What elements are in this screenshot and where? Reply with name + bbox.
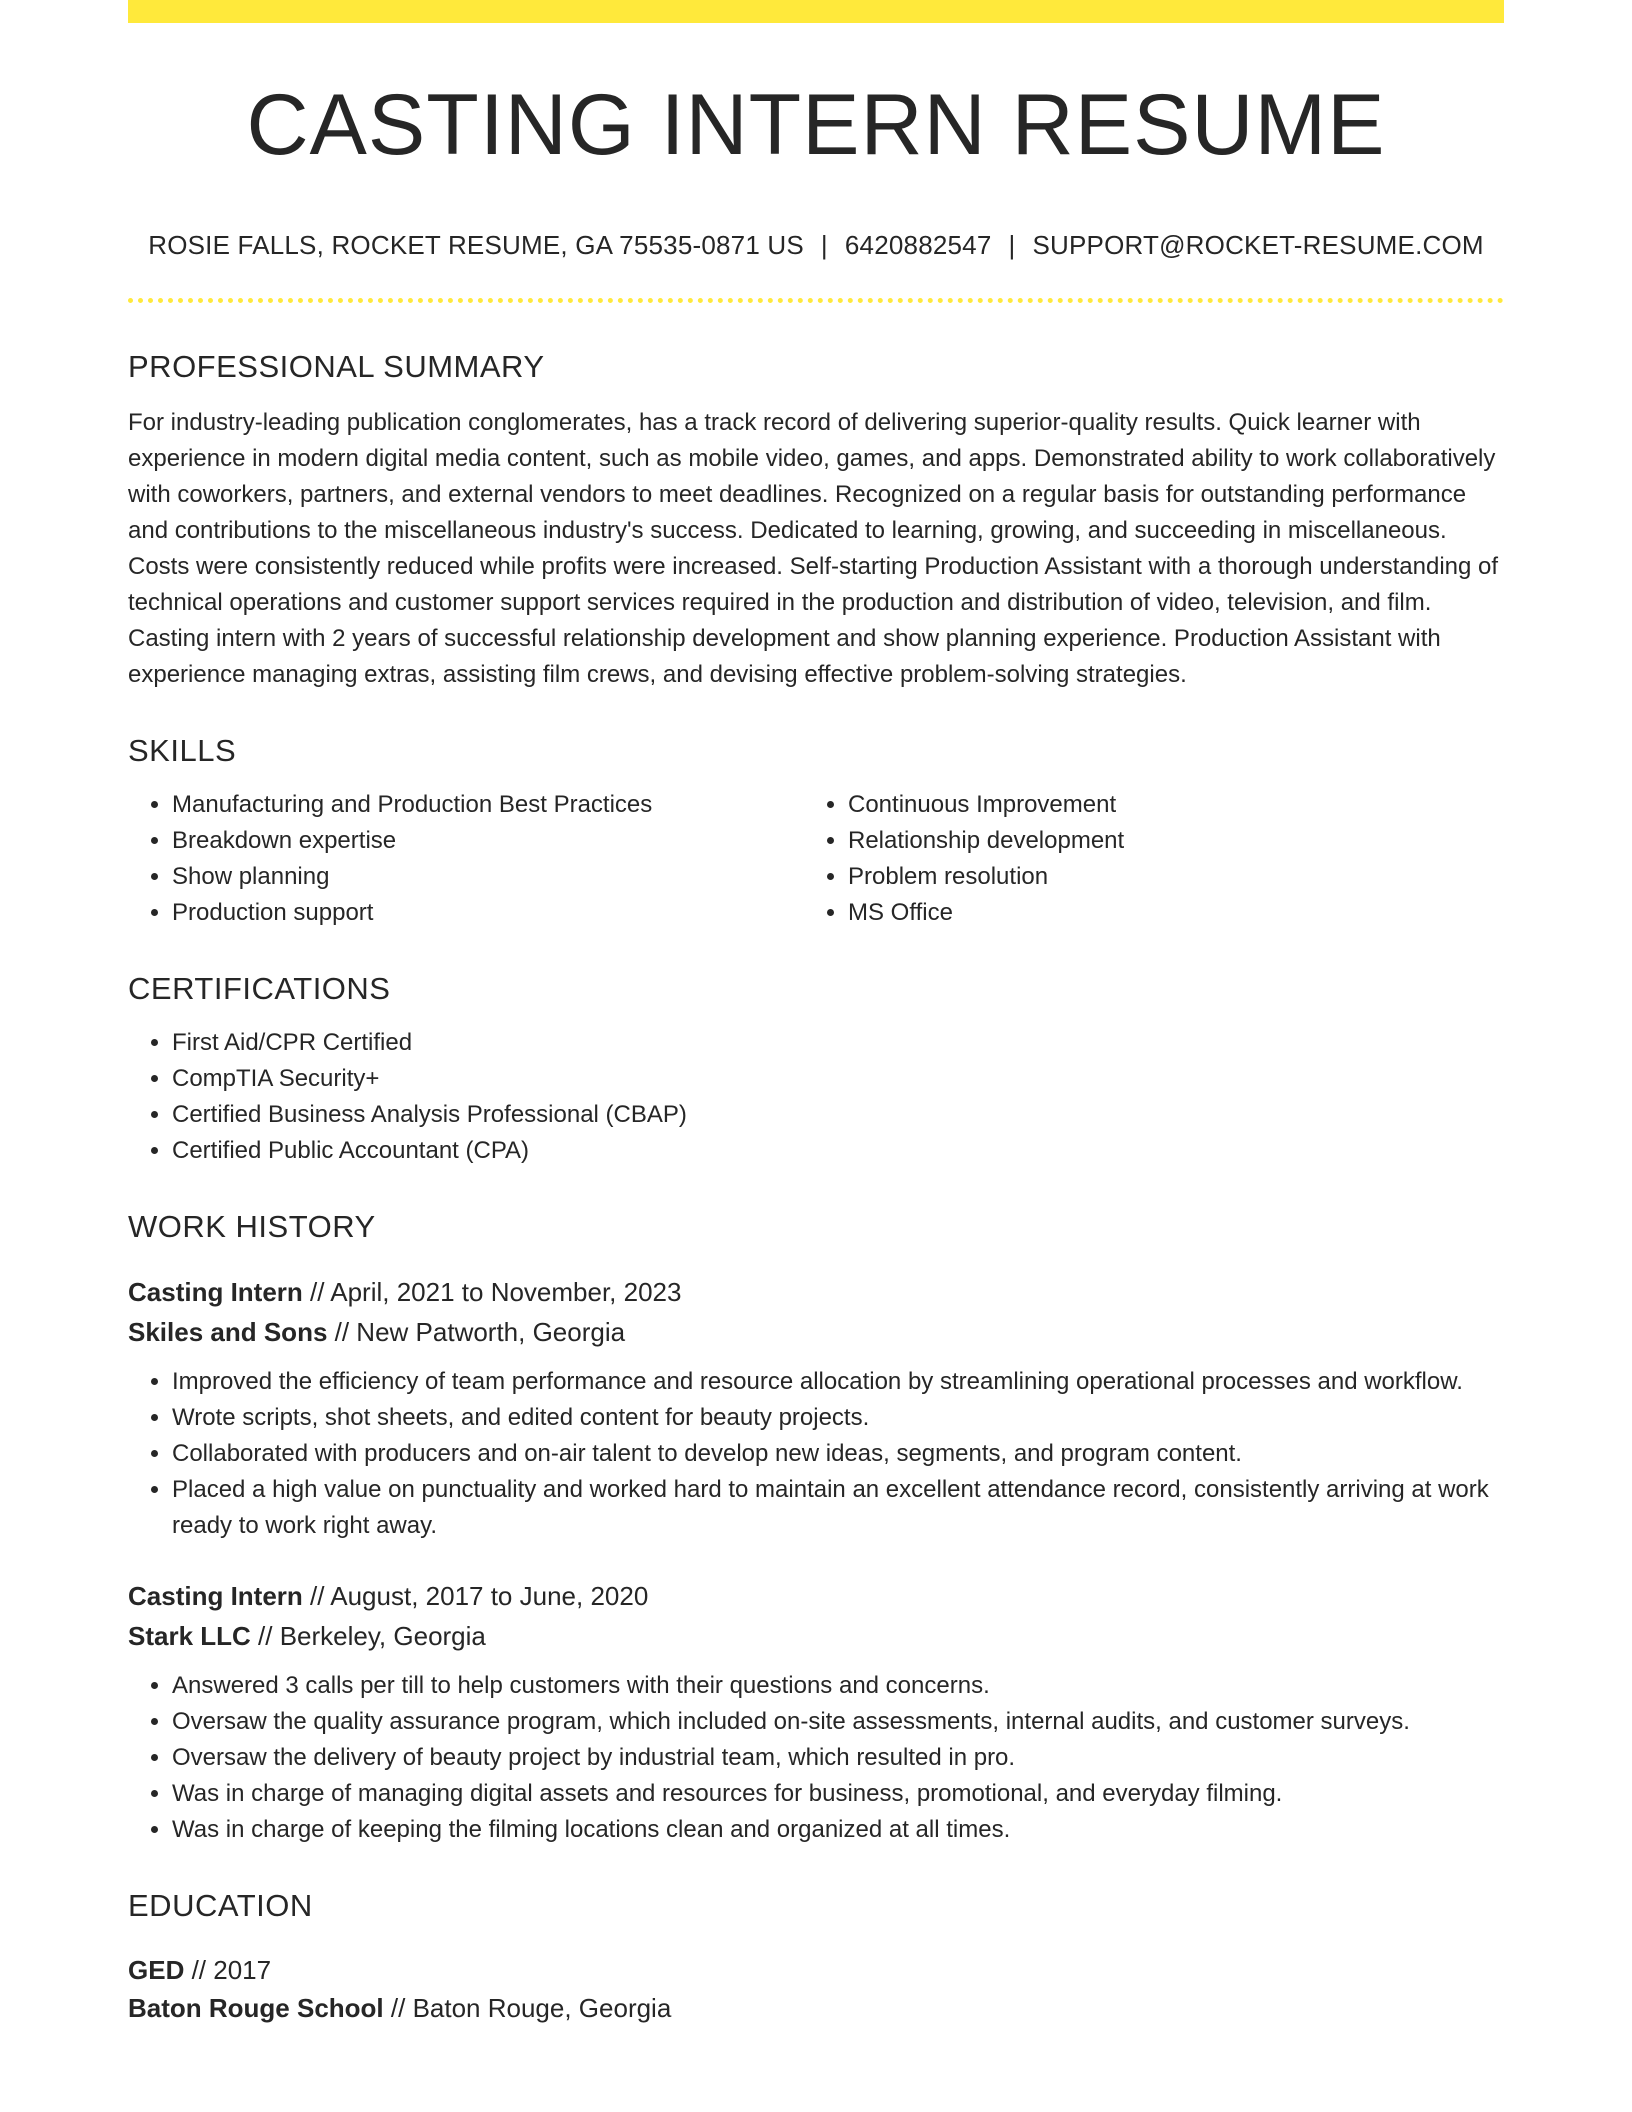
skills-left-list — [128, 787, 804, 931]
education-school-line — [128, 1989, 1504, 2027]
certification-item: • First Aid/CPR Certified — [172, 1025, 1504, 1061]
skill-item: • MS Office — [848, 895, 1480, 931]
education-location: // Baton Rouge, Georgia — [383, 1993, 672, 2023]
skill-item: • Continuous Improvement — [848, 787, 1480, 823]
job-company-line — [128, 1616, 1504, 1656]
job-entry — [128, 1576, 1504, 1848]
job-bullets — [128, 1668, 1504, 1848]
skills-right-list — [804, 787, 1480, 931]
job-bullets — [128, 1364, 1504, 1544]
accent-top-bar — [128, 0, 1504, 23]
summary-text: For industry-leading publication conglomerates, has a track record of delivering superior-quality results. Quick learner with experience in modern digital media content, such as mobile video, games, and apps. Demonstrated ability to work collaboratively with coworkers, partners, and external vendors to meet deadlines. Recognized on a regular basis for outstanding performance and contributions to the miscellaneous industry's success. Dedicated to learning, growing, and succeeding in miscellaneous. Costs were consistently reduced while profits were increased. Self-starting Production Assistant with a thorough understanding of technical operations and customer support services required in the production and distribution of video, television, and film. Casting intern with 2 years of successful relationship development and show planning experience. Production Assistant with experience managing extras, assisting film crews, and devising effective problem-solving strategies. — [128, 409, 1499, 688]
skill-item: • Production support — [172, 895, 804, 931]
skills-heading: SKILLS — [128, 733, 237, 768]
job-bullet: • Wrote scripts, shot sheets, and edited content for beauty projects. — [172, 1400, 1504, 1436]
education-school: Baton Rouge School — [128, 1993, 384, 2023]
contact-separator: | — [820, 230, 828, 260]
job-dates: // April, 2021 to November, 2023 — [302, 1277, 682, 1307]
job-title-line — [128, 1272, 1504, 1312]
education-degree: GED — [128, 1955, 185, 1985]
job-bullet: • Collaborated with producers and on-air talent to develop new ideas, segments, and program content. — [172, 1436, 1504, 1472]
job-company-line — [128, 1312, 1504, 1352]
education-degree-line — [128, 1951, 1504, 1989]
job-location: // Berkeley, Georgia — [250, 1621, 486, 1651]
skill-item: • Manufacturing and Production Best Practices — [172, 787, 804, 823]
job-company: Skiles and Sons — [128, 1317, 328, 1347]
education-entry — [128, 1951, 1504, 2027]
summary-heading: PROFESSIONAL SUMMARY — [128, 349, 545, 384]
certification-item: • CompTIA Security+ — [172, 1061, 1504, 1097]
dotted-divider — [128, 298, 1504, 303]
job-bullet: • Placed a high value on punctuality and worked hard to maintain an excellent attendance record, consistently arriving at work ready to work right away. — [172, 1472, 1504, 1544]
job-location: // New Patworth, Georgia — [327, 1317, 626, 1347]
job-bullet: • Oversaw the quality assurance program, which included on-site assessments, internal audits, and customer surveys. — [172, 1704, 1504, 1740]
job-bullet: • Improved the efficiency of team performance and resource allocation by streamlining operational processes and workflow. — [172, 1364, 1504, 1400]
job-title-line — [128, 1576, 1504, 1616]
skill-item: • Show planning — [172, 859, 804, 895]
skills-grid — [128, 787, 1504, 931]
skill-item: • Relationship development — [848, 823, 1480, 859]
job-title: Casting Intern — [128, 1581, 303, 1611]
job-company: Stark LLC — [128, 1621, 251, 1651]
job-bullet: • Was in charge of managing digital assets and resources for business, promotional, and everyday filming. — [172, 1776, 1504, 1812]
resume-title: CASTING INTERN RESUME — [246, 77, 1386, 173]
job-entry — [128, 1272, 1504, 1544]
job-bullet: • Was in charge of keeping the filming locations clean and organized at all times. — [172, 1812, 1504, 1848]
job-title: Casting Intern — [128, 1277, 303, 1307]
job-dates: // August, 2017 to June, 2020 — [302, 1581, 649, 1611]
resume-page — [128, 0, 1504, 2027]
contact-separator: | — [1008, 230, 1016, 260]
certification-item: • Certified Business Analysis Professional (CBAP) — [172, 1097, 1504, 1133]
work-history-heading: WORK HISTORY — [128, 1209, 376, 1244]
skill-item: • Breakdown expertise — [172, 823, 804, 859]
education-heading: EDUCATION — [128, 1888, 313, 1923]
contact-address: ROSIE FALLS, ROCKET RESUME, GA 75535-0871 US — [148, 230, 804, 260]
job-bullet: • Answered 3 calls per till to help customers with their questions and concerns. — [172, 1668, 1504, 1704]
job-bullet: • Oversaw the delivery of beauty project by industrial team, which resulted in pro. — [172, 1740, 1504, 1776]
certifications-heading: CERTIFICATIONS — [128, 971, 391, 1006]
contact-line — [128, 232, 1504, 258]
certifications-list — [128, 1025, 1504, 1169]
certification-item: • Certified Public Accountant (CPA) — [172, 1133, 1504, 1169]
education-year: // 2017 — [184, 1955, 272, 1985]
skill-item: • Problem resolution — [848, 859, 1480, 895]
contact-phone: 6420882547 — [844, 230, 992, 260]
contact-email: SUPPORT@ROCKET-RESUME.COM — [1032, 230, 1484, 260]
